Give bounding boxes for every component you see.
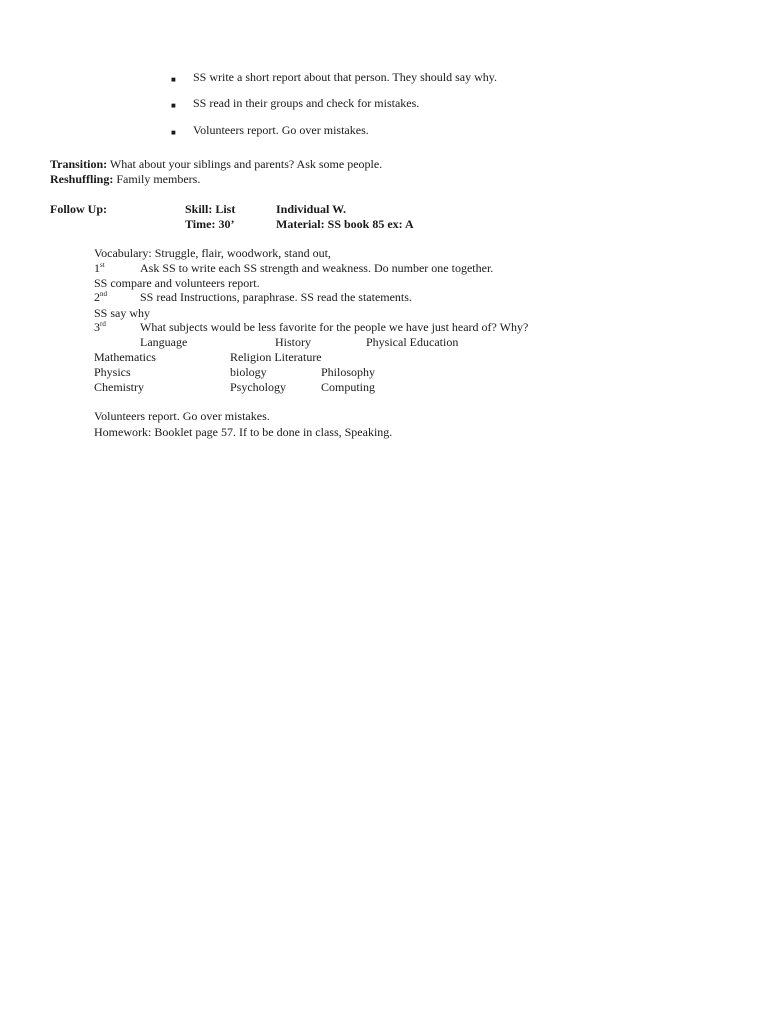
subject-biology: biology	[230, 365, 267, 379]
subject-philosophy: Philosophy	[321, 365, 376, 379]
transition-text: What about your siblings and parents? Ask some people.	[107, 157, 383, 171]
bullet-marker: ■	[171, 75, 176, 84]
step-text-2: SS read Instructions, paraphrase. SS read the statements.	[140, 290, 412, 304]
bullet-text-3: Volunteers report. Go over mistakes.	[193, 123, 369, 137]
bullet-marker: ■	[171, 101, 176, 110]
step-text-1: Ask SS to write each SS strength and weakness. Do number one together.	[140, 261, 494, 275]
step-number-3: 3rd	[94, 320, 106, 334]
subject-physics: Physics	[94, 365, 131, 379]
reshuffling-line	[50, 172, 200, 187]
homework-line: Homework: Booklet page 57. If to be done in class, Speaking.	[94, 425, 393, 439]
transition-line	[50, 157, 382, 172]
subject-history: History	[275, 335, 311, 349]
subject-physical-education: Physical Education	[366, 335, 459, 349]
subject-religion-literature: Religion Literature	[230, 350, 322, 364]
subject-language: Language	[140, 335, 188, 349]
time-label: Time: 30’	[185, 217, 235, 231]
step-text-3: What subjects would be less favorite for the people we have just heard of? Why?	[140, 320, 529, 334]
bullet-marker: ■	[171, 128, 176, 137]
subject-mathematics: Mathematics	[94, 350, 156, 364]
subject-computing: Computing	[321, 380, 376, 394]
step-number-1: 1st	[94, 261, 105, 275]
reshuffling-text: Family members.	[113, 172, 201, 186]
bullet-text-1: SS write a short report about that person. They should say why.	[193, 70, 497, 84]
skill-label: Skill: List	[185, 202, 236, 216]
material-label: Material: SS book 85 ex: A	[276, 217, 414, 231]
follow-up-label: Follow Up:	[50, 202, 107, 216]
vocabulary-line: Vocabulary: Struggle, flair, woodwork, stand out,	[94, 246, 331, 260]
volunteers-report-line: Volunteers report. Go over mistakes.	[94, 409, 270, 423]
subject-chemistry: Chemistry	[94, 380, 144, 394]
reshuffling-label: Reshuffling:	[50, 172, 114, 186]
bullet-text-2: SS read in their groups and check for mistakes.	[193, 96, 420, 110]
step-cont-1: SS compare and volunteers report.	[94, 276, 260, 290]
step-number-2: 2nd	[94, 290, 107, 304]
step-cont-2: SS say why	[94, 306, 151, 320]
transition-label: Transition:	[50, 157, 108, 171]
individual-label: Individual W.	[276, 202, 347, 216]
subject-psychology: Psychology	[230, 380, 287, 394]
